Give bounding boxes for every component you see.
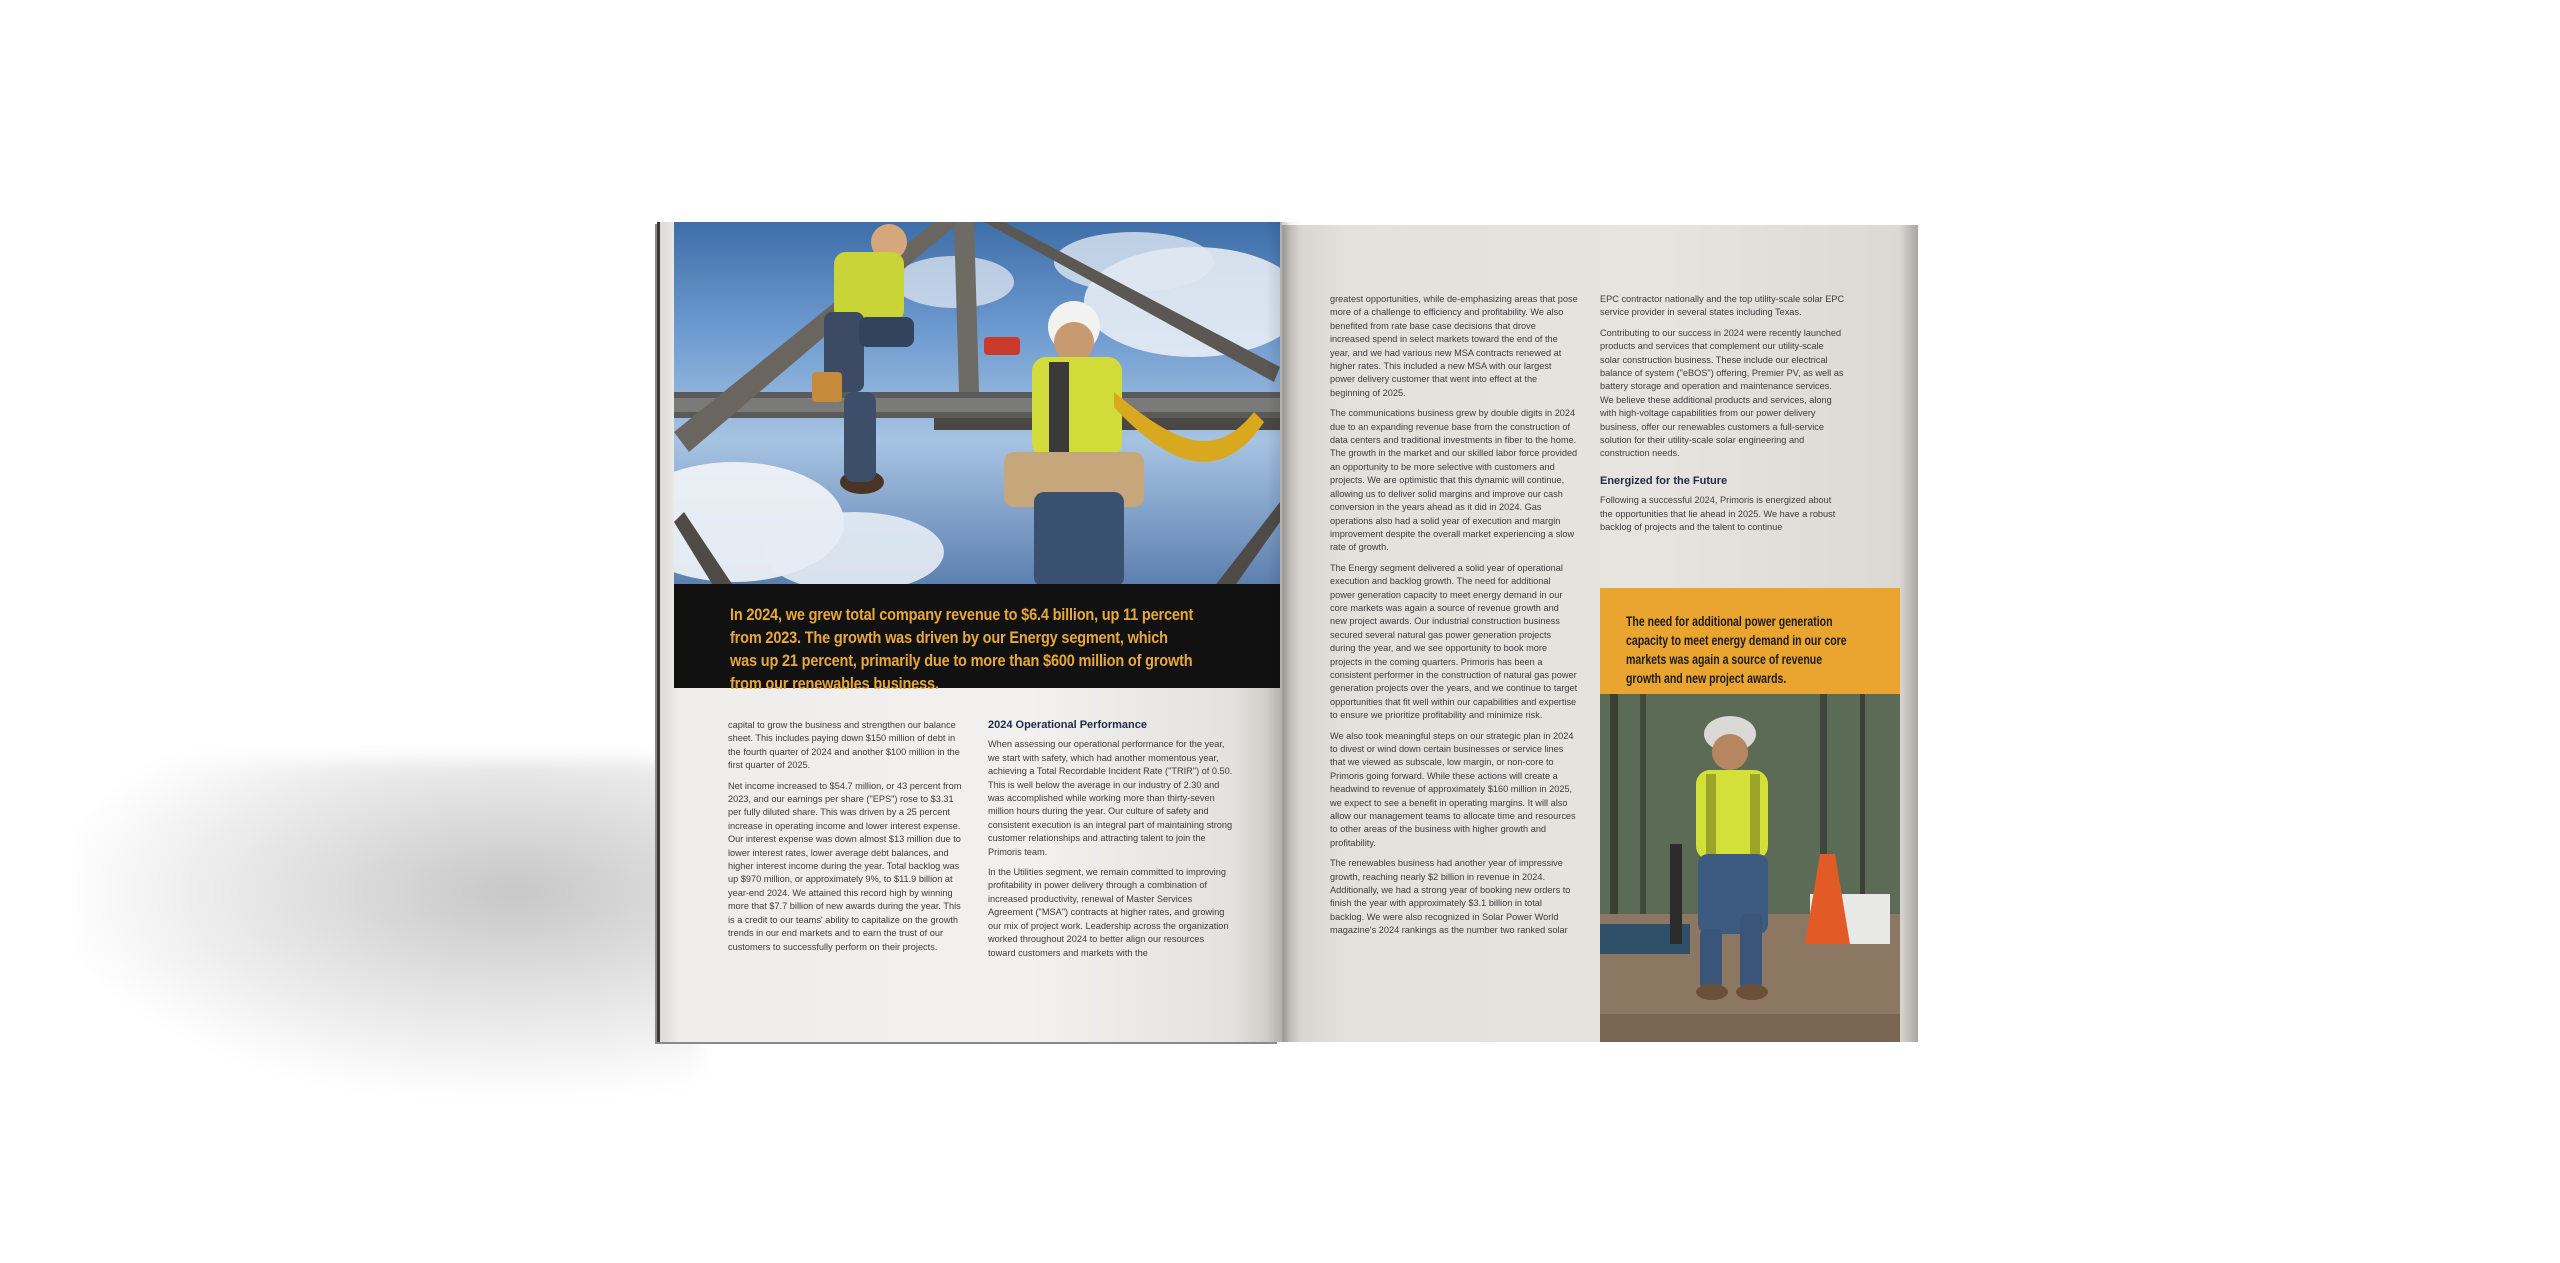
solar-worker-photo [1600, 694, 1900, 1042]
section-heading: Energized for the Future [1600, 474, 1728, 487]
paragraph: Contributing to our success in 2024 were recently launched products and services that complement our utility-scale solar construction business. These include our electrical balance of system ("eBOS") offering, Premier PV, as well as battery storage and operation and maintenance services. We believe these additional products and services, along with high-voltage capabilities from our power delivery business, offer our renewables customers a full-service solution for their utility-scale solar engineering and construction needs. [1600, 327, 1844, 459]
callout-text: The need for additional power generation capacity to meet energy demand in our core markets was again a source of revenue growth and new project awards. [1626, 614, 1847, 686]
paragraph: The renewables business had another year of impressive growth, reaching nearly $2 billion in revenue in 2024. Additionally, we had a strong year of booking new orders to finish the year with approximately $3.1 billion in total backlog. We were also recognized in Solar Power World magazine's 2024 rankings as the number two ranked solar [1330, 858, 1571, 936]
banner-text: In 2024, we grew total company revenue to $6.4 billion, up 11 percent from 2023. The growth was driven by our Energy segment, which was up 21 percent, primarily due to more than $600 million of growth from our renewables business. [730, 606, 1194, 693]
paragraph: Net income increased to $54.7 million, or 43 percent from 2023, and our earnings per share ("EPS") rose to $3.31 per fully diluted share. This was driven by a 25 percent increase in operating income and lower interest expense. Our interest expense was down almost $13 million due to lower interest rates, lower average debt balances, and higher interest income during the year. Total backlog was up $970 million, or approximately 9%, to $11.9 billion at year-end 2024. We attained this record high by winning more that $7.7 billion of new awards during the year. This is a credit to our teams' ability to capitalize on the growth trends in our end markets and to earn the trust of our customers to successfully perform on their projects. [728, 780, 962, 952]
paragraph: In the Utilities segment, we remain committed to improving profitability in power delivery through a combination of increased productivity, renewal of Master Services Agreement ("MSA") contracts at higher rates, and growing our mix of project work. Leadership across the organization worked throughout 2024 to better align our resources toward customers and markets with the [988, 867, 1229, 958]
right-page [1282, 225, 1918, 1042]
solar-worker-illustration [1600, 694, 1900, 1042]
pull-quote-callout [1600, 588, 1900, 694]
paragraph: The Energy segment delivered a solid year of operational execution and backlog growth. The need for additional power generation capacity to meet energy demand in our core markets was again a source of revenue growth and new project awards. Our industrial construction business secured several natural gas power generation projects during the year, and we see opportunity to book more projects in the coming quarters. Primoris has been a consistent performer in the construction of natural gas power generation projects over the years, and we continue to target opportunities that fit well within our capabilities and expertise to ensure we prioritize profitability and minimize risk. [1330, 562, 1578, 721]
left-column-2 [988, 719, 1234, 967]
paragraph: EPC contractor nationally and the top utility-scale solar EPC service provider in several states including Texas. [1600, 294, 1845, 318]
ironworkers-photo [674, 222, 1280, 587]
left-page [660, 222, 1282, 1042]
paragraph: capital to grow the business and strengthen our balance sheet. This includes paying down $150 million of debt in the fourth quarter of 2024 and another $100 million in the first quarter of 2025. [728, 720, 960, 771]
right-column-2 [1600, 293, 1846, 542]
left-column-1 [728, 719, 966, 961]
revenue-banner [674, 584, 1280, 693]
section-heading: 2024 Operational Performance [988, 719, 1147, 731]
paragraph: We also took meaningful steps on our strategic plan in 2024 to divest or wind down certain businesses or service lines that we viewed as subscale, low margin, or non-core to Primoris going forward. While these actions will create a headwind to revenue of approximately $160 million in 2025, we expect to see a benefit in operating margins. It will also allow our management teams to allocate time and resources to other areas of the business with higher growth and profitability. [1330, 730, 1576, 848]
book-shadow [80, 760, 700, 1090]
right-column-1 [1330, 293, 1578, 945]
paragraph: Following a successful 2024, Primoris is energized about the opportunities that lie ahead in 2025. We have a robust backlog of projects and the talent to continue [1600, 495, 1836, 533]
paragraph: greatest opportunities, while de-emphasizing areas that pose more of a challenge to efficiency and profitability. We also benefited from rate base case decisions that drove increased spend in select markets toward the end of the year, and we had various new MSA contracts renewed at higher rates. This included a new MSA with our largest power delivery customer that went into effect at the beginning of 2025. [1330, 294, 1578, 398]
open-annual-report [660, 222, 1918, 1042]
paragraph: The communications business grew by double digits in 2024 due to an expanding revenue base from the construction of data centers and traditional investments in fiber to the home. The growth in the market and our skilled labor force provided an opportunity to be more selective with customers and projects. We are optimistic that this dynamic will continue, allowing us to deliver solid margins and improve our cash conversion in the years ahead as it did in 2024. Gas operations also had a solid year of execution and margin improvement despite the overall market experiencing a slow rate of growth. [1330, 408, 1578, 553]
paragraph: When assessing our operational performance for the year, we start with safety, which had another momentous year, achieving a Total Recordable Incident Rate ("TRIR") of 0.50. This is well below the average in our industry of 2.30 and was accomplished while working more than thirty-seven million hours during the year. Our culture of safety and consistent execution is an integral part of maintaining strong customer relationships and attracting talent to join the Primoris team. [988, 739, 1233, 857]
ironworkers-illustration [674, 222, 1280, 587]
